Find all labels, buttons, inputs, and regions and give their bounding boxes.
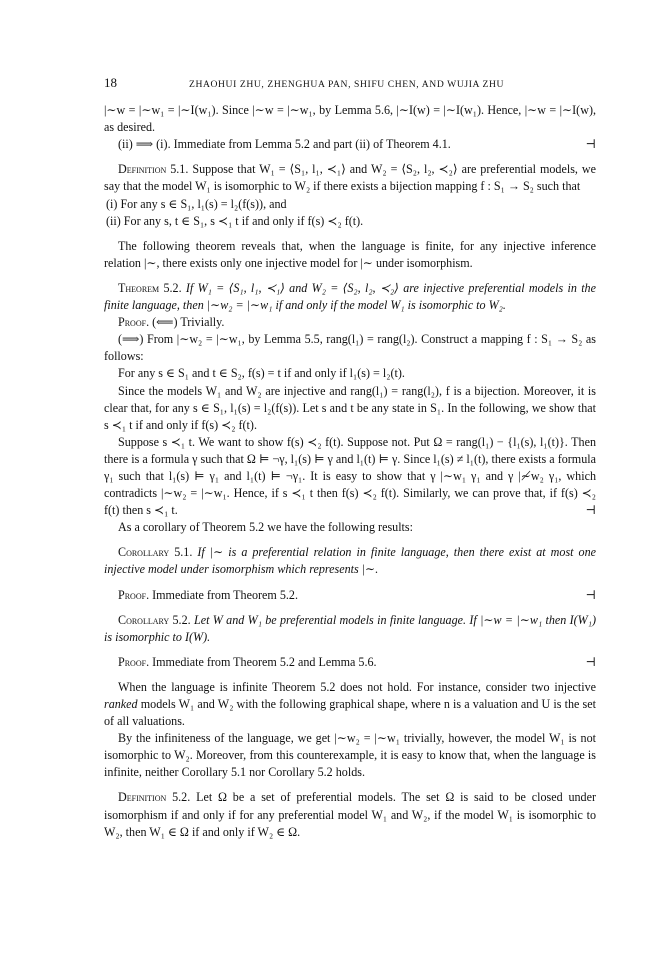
paragraph: |∼w = |∼w₁ = |∼I(w₁). Since |∼w = |∼w₁, by Lemma 5.6, |∼I(w) = |∼I(w₁). Hence, |∼w = |∼I(w), as desired. [104,103,596,135]
page-header [104,74,596,93]
paragraph: By the infiniteness of the language, we get |∼w₂ = |∼w₁ trivially, however, the model W₁ is not isomorphic to W₂. Moreover, from this counterexample, it is easy to know that, when the language is infinite, neither Corollary 5.1 nor Corollary 5.2 holds. [104,731,596,780]
corollary-5-1: Corollary 5.1. If |∼ is a preferential relation in finite language, then there exist at most one injective model under isomorphism which represents |∼. [104,545,596,577]
qed-symbol: ⊣ [585,503,596,518]
definition-5-1: Definition 5.1. Suppose that W₁ = ⟨S₁, l₁, ≺₁⟩ and W₂ = ⟨S₂, l₂, ≺₂⟩ are preferential models, we say that the model W₁ is isomorphic to W₂ if there exists a bijection mapping f : S₁ → S₂ such that [104,162,596,194]
definition-item-ii: (ii) For any s, t ∈ S₁, s ≺₁ t if and only if f(s) ≺₂ f(t). [106,213,364,228]
proof: Proof. Immediate from Theorem 5.2 and Lemma 5.6. ⊣ [104,654,596,671]
definition-item-i: (i) For any s ∈ S₁, l₁(s) = l₂(f(s)), and [106,196,287,211]
definition-heading: Definition 5.2. [118,790,191,805]
proof-step: (⟹) From |∼w₂ = |∼w₁, by Lemma 5.5, rang(l₁) = rang(l₂). Construct a mapping f : S₁ → S₂ as follows: [104,332,596,364]
proof-heading: Proof. [118,315,150,330]
definition-heading: Definition 5.1. [118,162,189,177]
corollary-heading: Corollary 5.1. [118,545,193,560]
paragraph: When the language is infinite Theorem 5.2 does not hold. For instance, consider two injective ranked models W₁ and W₂ with the following graphical shape, where n is a valuation and U is the set of all valuations. [104,679,596,729]
proof-heading: Proof. [118,587,150,602]
theorem-5-2: Theorem 5.2. If W₁ = ⟨S₁, l₁, ≺₁⟩ and W₂ = ⟨S₂, l₂, ≺₂⟩ are injective preferential models in the finite language, then |∼w₂ = |∼w₁ if and only if the model W₁ is isomorphic to W₂. [104,280,596,313]
proof-step: (ii) ⟹ (i). Immediate from Lemma 5.2 and part (ii) of Theorem 4.1. ⊣ [104,136,596,153]
proof-heading: Proof. [118,654,150,669]
proof-step: Suppose s ≺₁ t. We want to show f(s) ≺₂ f(t). Suppose not. Put Ω = rang(l₁) − {l₁(s), l₁(t)}. Then there is a formula γ such that Ω ⊨ ¬γ, l₁(s) ⊨ γ and l₁(t) ⊨ γ. Since l₁(s) ≠ l₁(t), there exists a formula γ₁ such that l₁(s) ⊨ γ₁ and l₁(t) ⊨ ¬γ₁. It is easy to show that γ |∼w₁ γ₁ and γ |≁w₂ γ₁, which contradicts |∼w₂ = |∼w₁. Hence, if s ≺₁ t then f(s) ≺₂ f(t). Similarly, we can prove that, if f(s) ≺₂ f(t) then s ≺₁ t. ⊣ [104,434,596,519]
proof: Proof. (⟸) Trivially. [118,315,225,330]
paragraph: As a corollary of Theorem 5.2 we have the following results: [118,520,413,535]
corollary-5-2: Corollary 5.2. Let W and W₁ be preferential models in finite language. If |∼w = |∼w₁ then I(W₁) is isomorphic to I(W). [104,612,596,644]
proof: Proof. Immediate from Theorem 5.2. ⊣ [104,587,596,604]
running-title: ZHAOHUI ZHU, ZHENGHUA PAN, SHIFU CHEN, AND WUJIA ZHU [188,79,504,90]
definition-5-2: Definition 5.2. Let Ω be a set of preferential models. The set Ω is said to be closed under isomorphism if and only if for any preferential model W₁ and W₂, if the model W₁ is isomorphic to W₂, then W₁ ∈ Ω if and only if W₂ ∈ Ω. [104,790,596,839]
paragraph: The following theorem reveals that, when the language is finite, for any injective inference relation |∼, there exists only one injective model for |∼ under isomorphism. [104,238,596,270]
theorem-heading: Theorem 5.2. [118,280,182,295]
qed-symbol: ⊣ [585,137,596,152]
qed-symbol: ⊣ [585,587,596,602]
page-number: 18 [104,75,117,90]
proof-step: For any s ∈ S₁ and t ∈ S₂, f(s) = t if and only if l₁(s) = l₂(t). [118,366,405,381]
proof-step: Since the models W₁ and W₂ are injective and rang(l₁) = rang(l₂), f is a bijection. Moreover, it is clear that, for any s ∈ S₁, l₁(s) = l₂(f(s)). Let s and t be any state in S₁. In the following, we show that s ≺₁ t if and only if f(s) ≺₂ f(t). [104,383,596,432]
corollary-heading: Corollary 5.2. [118,612,191,627]
qed-symbol: ⊣ [585,654,596,669]
